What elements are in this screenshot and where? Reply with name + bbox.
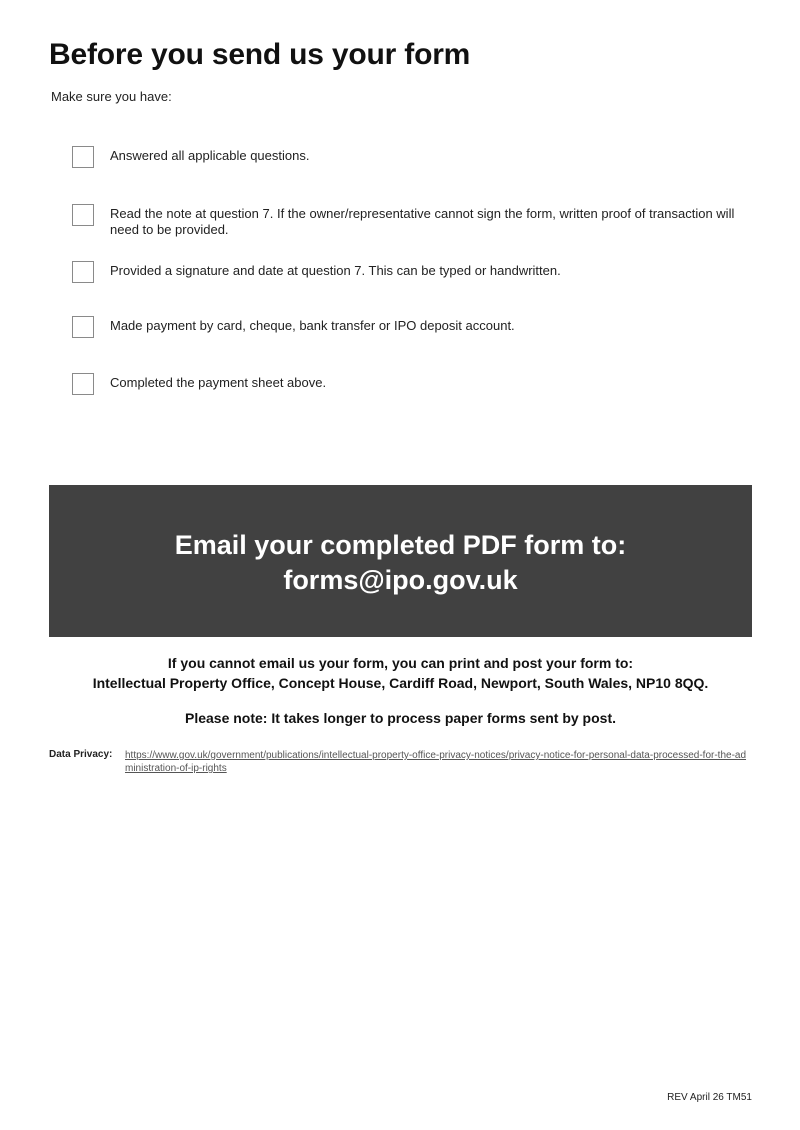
postal-instructions-line: If you cannot email us your form, you can print and post your form to: xyxy=(167,655,634,671)
checklist-item-label: Answered all applicable questions. xyxy=(110,148,310,163)
email-panel xyxy=(49,485,752,637)
postal-address: Intellectual Property Office, Concept House, Cardiff Road, Newport, South Wales, NP10 8QQ. xyxy=(92,675,709,691)
page-title: Before you send us your form xyxy=(49,38,471,71)
email-heading: Email your completed PDF form to: xyxy=(174,530,627,560)
checkbox-payment[interactable] xyxy=(72,316,94,338)
checklist-item-label: Provided a signature and date at question 7. This can be typed or handwritten. xyxy=(110,263,561,278)
checkbox-note-q7[interactable] xyxy=(72,204,94,226)
checkbox-answered[interactable] xyxy=(72,146,94,168)
postal-note: Please note: It takes longer to process paper forms sent by post. xyxy=(184,710,616,726)
checklist-item-label: Read the note at question 7. If the owner/representative cannot sign the form, written proof of transaction will need to be provided. xyxy=(110,206,735,237)
data-privacy-link[interactable]: https://www.gov.uk/government/publications/intellectual-property-office-privacy-notices/privacy-notice-for-personal-data-processed-for-the-administration-of-ip-rights xyxy=(125,750,747,774)
postal-instructions xyxy=(49,653,752,693)
revision-reference: REV April 26 TM51 xyxy=(667,1092,752,1103)
email-address[interactable]: forms@ipo.gov.uk xyxy=(283,565,518,595)
data-privacy-label: Data Privacy: xyxy=(49,749,113,760)
checklist-item-label: Made payment by card, cheque, bank transfer or IPO deposit account. xyxy=(110,318,515,333)
checkbox-payment-sheet[interactable] xyxy=(72,373,94,395)
checkbox-signature[interactable] xyxy=(72,261,94,283)
checklist-item-label: Completed the payment sheet above. xyxy=(110,375,327,390)
intro-text: Make sure you have: xyxy=(51,89,172,104)
